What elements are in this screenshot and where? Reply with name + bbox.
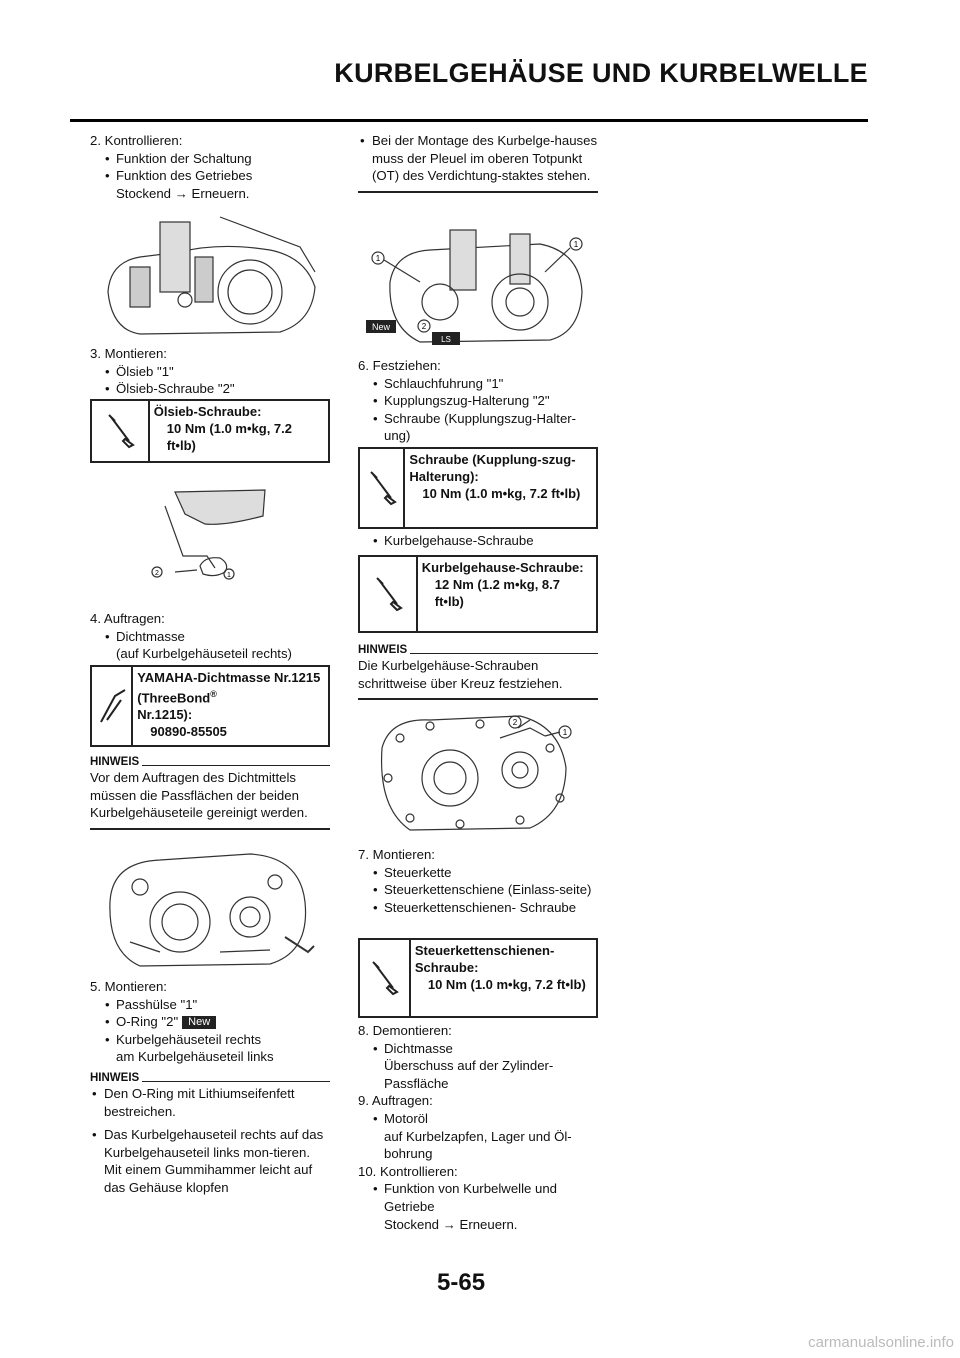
step-6-item: • Schraube (Kupplungszug-Halter-ung) — [358, 410, 598, 445]
callout-1: 1 — [573, 240, 579, 249]
torque-box-chain-guide — [358, 938, 598, 1018]
callout-2: 2 — [421, 322, 427, 331]
step-5 — [90, 978, 330, 1066]
new-badge: New — [371, 322, 391, 332]
sealant-tool-icon — [92, 667, 133, 745]
arrow-icon: → — [442, 1216, 456, 1232]
sealant-part-number: 90890-85505 — [150, 724, 227, 740]
torque-wrench-icon — [360, 449, 405, 527]
note-heading: HINWEIS — [358, 644, 408, 656]
step-10-item: • Funktion von Kurbelwelle und Getriebe — [358, 1180, 598, 1215]
step-5-item: • O-Ring "2" New — [90, 1013, 330, 1031]
torque-value: 10 Nm (1.0 m•kg, 7.2 ft•lb) — [427, 977, 586, 992]
figure-crankcase-bolts — [370, 708, 580, 836]
step-2 — [90, 132, 330, 202]
step-8-item: • Dichtmasse — [358, 1040, 598, 1058]
note-item: • Das Kurbelgehauseteil rechts auf das Kurbelgehauseteil links mon-tieren. Mit einem Gummihammer leicht auf das Gehäuse klopfen — [90, 1126, 330, 1202]
torque-box-oil-strainer — [90, 399, 330, 463]
note-item: • Den O-Ring mit Lithiumseifenfett bestreichen. — [90, 1085, 330, 1126]
new-badge: New — [182, 1016, 216, 1029]
note-heading: HINWEIS — [90, 1072, 140, 1084]
callout-1: 1 — [227, 572, 231, 579]
callout-1: 1 — [562, 728, 568, 737]
step-8-sub: Überschuss auf der Zylinder-Passfläche — [384, 1058, 554, 1091]
step-4-item: • Dichtmasse — [90, 628, 330, 646]
step-5-item: • Passhülse "1" — [90, 996, 330, 1014]
figure-crankcase-sealant — [100, 842, 318, 972]
page-title: KURBELGEHÄUSE UND KURBELWELLE — [334, 58, 868, 88]
torque-value: 10 Nm (1.0 m•kg, 7.2 ft•lb) — [422, 486, 581, 501]
step-2-item: • Funktion der Schaltung — [90, 150, 330, 168]
step-6-item: • Kupplungszug-Halterung "2" — [358, 392, 598, 410]
figure-crankcase-assembly — [360, 222, 592, 352]
step-5-sub: am Kurbelgehäuseteil links — [116, 1049, 274, 1065]
arrow-icon: → — [174, 185, 188, 201]
step-3-item: • Ölsieb "1" — [90, 363, 330, 381]
note-text: Die Kurbelgehäuse-Schrauben schrittweise über Kreuz festziehen. — [358, 658, 563, 691]
step-7-item: • Steuerkette — [358, 864, 598, 882]
torque-value: 10 Nm (1.0 m•kg, 7.2 ft•lb) — [166, 421, 292, 453]
callout-2: 2 — [512, 718, 518, 727]
step-4 — [90, 610, 330, 663]
note-heading: HINWEIS — [90, 756, 140, 768]
torque-name: Steuerkettenschienen-Schraube: — [414, 943, 555, 975]
bullet-crankcase-bolt — [358, 532, 598, 550]
torque-wrench-icon — [360, 557, 418, 631]
step-7 — [358, 846, 598, 916]
torque-value: 12 Nm (1.2 m•kg, 8.7 ft•lb) — [434, 577, 560, 609]
step-3-item: • Ölsieb-Schraube "2" — [90, 380, 330, 398]
sealant-name-2: Nr.1215): — [137, 707, 193, 723]
page-number: 5-65 — [437, 1269, 486, 1296]
torque-box-crankcase-bolt — [358, 555, 598, 633]
watermark: carmanualsonline.info — [808, 1334, 954, 1351]
torque-wrench-icon — [92, 401, 150, 461]
figure-oil-strainer — [145, 486, 275, 590]
lube-badge: LS — [441, 335, 451, 344]
torque-name: Kurbelgehause-Schraube: — [421, 560, 584, 575]
step-2-item: • Funktion des Getriebes — [90, 167, 330, 185]
step-5-item: • Kurbelgehäuseteil rechts — [90, 1031, 330, 1049]
note-3 — [358, 644, 598, 700]
step-7-item: • Steuerkettenschienen- Schraube — [358, 899, 598, 917]
figure-gearbox-check — [100, 212, 322, 340]
step-2-result: Stockend → Erneuern. — [116, 185, 250, 201]
step-4-heading: 4. Auftragen: — [90, 611, 165, 626]
sealant-box — [90, 665, 330, 747]
step-10-result: Stockend → Erneuern. — [384, 1216, 518, 1232]
step-3-heading: 3. Montieren: — [90, 346, 167, 361]
torque-name: Ölsieb-Schraube: — [153, 404, 262, 419]
callout-1: 1 — [375, 254, 381, 263]
step-9-item: • Motoröl — [358, 1110, 598, 1128]
step-10-heading: 10. Kontrollieren: — [358, 1163, 458, 1179]
step-4-sub: (auf Kurbelgehäuseteil rechts) — [116, 646, 292, 662]
step-7-heading: 7. Montieren: — [358, 847, 435, 862]
steps-8-10 — [358, 1022, 598, 1233]
sealant-name: YAMAHA-Dichtmasse Nr.1215 (ThreeBond® — [137, 670, 321, 706]
step-5-heading: 5. Montieren: — [90, 979, 167, 994]
step-3 — [90, 345, 330, 398]
step-2-heading: 2. Kontrollieren: — [90, 133, 183, 148]
note-text: Vor dem Auftragen des Dichtmittels müssen die Passflächen der beiden Kurbelgehäuseteile gereinigt werden. — [90, 770, 308, 821]
intro-text: • Bei der Montage des Kurbelge-hauses muss der Pleuel im oberen Totpunkt (OT) des Verdichtung-staktes stehen. — [358, 132, 598, 191]
step-6 — [358, 357, 598, 445]
torque-wrench-icon — [360, 940, 411, 1016]
step-8-heading: 8. Demontieren: — [358, 1023, 452, 1038]
torque-box-clutch-holder — [358, 447, 598, 529]
note-2 — [90, 1072, 330, 1203]
callout-2: 2 — [155, 570, 159, 577]
torque-name: Schraube (Kupplung-szug-Halterung): — [409, 452, 576, 484]
step-6-heading: 6. Festziehen: — [358, 358, 441, 373]
step-9-heading: 9. Auftragen: — [358, 1093, 433, 1109]
step-6-item: • Schlauchfuhrung "1" — [358, 375, 598, 393]
step-9-sub: auf Kurbelzapfen, Lager und Öl-bohrung — [384, 1128, 572, 1162]
note-1 — [90, 756, 330, 830]
header-rule — [70, 119, 868, 122]
intro-note — [358, 132, 598, 193]
bullet-item: • Kurbelgehause-Schraube — [358, 532, 598, 550]
step-7-item: • Steuerkettenschiene (Einlass-seite) — [358, 881, 598, 899]
